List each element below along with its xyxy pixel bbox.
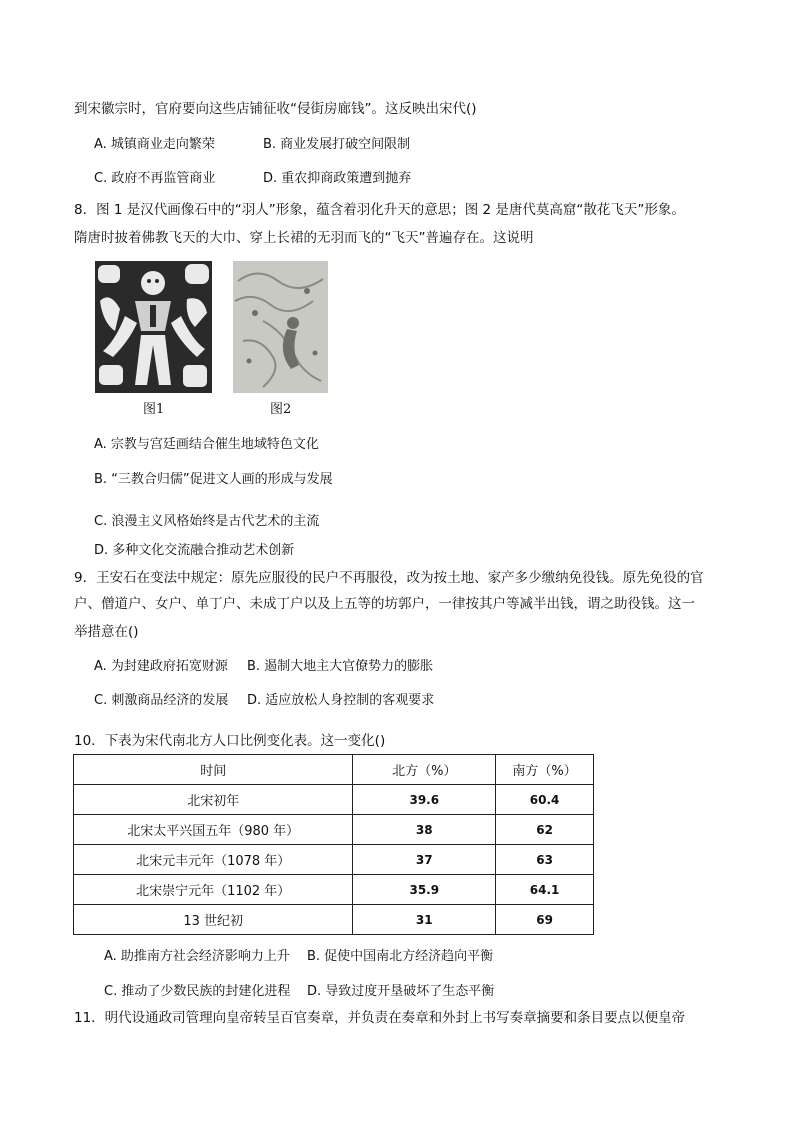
q9-option-d: D. 适应放松人身控制的客观要求 bbox=[247, 693, 435, 708]
figure1-feathered-man-image bbox=[95, 261, 212, 393]
figure2-flying-apsaras-image bbox=[233, 261, 328, 393]
table-row bbox=[74, 905, 594, 935]
cell-north: 39.6 bbox=[353, 785, 496, 815]
q7-option-b: B. 商业发展打破空间限制 bbox=[263, 137, 411, 152]
q8-option-a: A. 宗教与宫廷画结合催生地域特色文化 bbox=[94, 437, 319, 452]
q9-option-c: C. 刺激商品经济的发展 bbox=[94, 693, 229, 708]
cell-time: 北宋元丰元年（1078 年） bbox=[74, 845, 353, 875]
q10-option-c: C. 推动了少数民族的封建化进程 bbox=[104, 984, 291, 999]
cell-north: 38 bbox=[353, 815, 496, 845]
q7-stem: 到宋徽宗时，官府要向这些店铺征收“侵街房廊钱”。这反映出宋代() bbox=[74, 101, 477, 117]
cell-time: 北宋初年 bbox=[74, 785, 353, 815]
cell-south: 69 bbox=[496, 905, 594, 935]
q8-option-b: B. “三教合归儒”促进文人画的形成与发展 bbox=[94, 472, 333, 487]
cell-south: 62 bbox=[496, 815, 594, 845]
q9-stem-line3: 举措意在() bbox=[74, 624, 139, 640]
cell-north: 35.9 bbox=[353, 875, 496, 905]
header-north: 北方（%） bbox=[353, 755, 496, 785]
q7-option-a: A. 城镇商业走向繁荣 bbox=[94, 137, 215, 152]
q10-option-a: A. 助推南方社会经济影响力上升 bbox=[104, 949, 290, 964]
q10-option-b: B. 促使中国南北方经济趋向平衡 bbox=[307, 949, 494, 964]
table-row bbox=[74, 815, 594, 845]
figure2-caption: 图2 bbox=[270, 402, 292, 417]
q10-option-d: D. 导致过度开垦破坏了生态平衡 bbox=[307, 984, 495, 999]
cell-south: 64.1 bbox=[496, 875, 594, 905]
q9-stem-line2: 户、僧道户、女户、单丁户、未成丁户以及上五等的坊郭户，一律按其户等减半出钱，谓之助役钱。这一 bbox=[74, 596, 695, 612]
figure1-caption: 图1 bbox=[143, 402, 165, 417]
cell-time: 北宋崇宁元年（1102 年） bbox=[74, 875, 353, 905]
table-header-row bbox=[74, 755, 594, 785]
cell-time: 北宋太平兴国五年（980 年） bbox=[74, 815, 353, 845]
header-south: 南方（%） bbox=[496, 755, 594, 785]
header-time: 时间 bbox=[74, 755, 353, 785]
q8-stem-line1: 8．图 1 是汉代画像石中的“羽人”形象，蕴含着羽化升天的意思；图 2 是唐代莫高窟“散花飞天”形象。 bbox=[74, 202, 685, 218]
q10-stem: 10．下表为宋代南北方人口比例变化表。这一变化() bbox=[74, 733, 386, 749]
q7-option-d: D. 重农抑商政策遭到抛弃 bbox=[263, 171, 412, 186]
table-row bbox=[74, 845, 594, 875]
q9-stem-line1: 9．王安石在变法中规定：原先应服役的民户不再服役，改为按土地、家产多少缴纳免役钱。原先免役的官 bbox=[74, 570, 704, 586]
table-row bbox=[74, 875, 594, 905]
q9-option-a: A. 为封建政府拓宽财源 bbox=[94, 659, 228, 674]
cell-south: 63 bbox=[496, 845, 594, 875]
q7-option-c: C. 政府不再监管商业 bbox=[94, 171, 216, 186]
population-ratio-table bbox=[73, 754, 594, 935]
cell-time: 13 世纪初 bbox=[74, 905, 353, 935]
cell-north: 37 bbox=[353, 845, 496, 875]
table-row bbox=[74, 785, 594, 815]
q8-stem-line2: 隋唐时披着佛教飞天的大巾、穿上长裙的无羽而飞的“飞天”普遍存在。这说明 bbox=[74, 230, 534, 246]
q11-stem: 11．明代设通政司管理向皇帝转呈百官奏章，并负责在奏章和外封上书写奏章摘要和条目要点以便皇帝 bbox=[74, 1010, 686, 1026]
cell-north: 31 bbox=[353, 905, 496, 935]
q9-option-b: B. 遏制大地主大官僚势力的膨胀 bbox=[247, 659, 434, 674]
q8-option-c: C. 浪漫主义风格始终是古代艺术的主流 bbox=[94, 514, 320, 529]
cell-south: 60.4 bbox=[496, 785, 594, 815]
q8-option-d: D. 多种文化交流融合推动艺术创新 bbox=[94, 543, 295, 558]
